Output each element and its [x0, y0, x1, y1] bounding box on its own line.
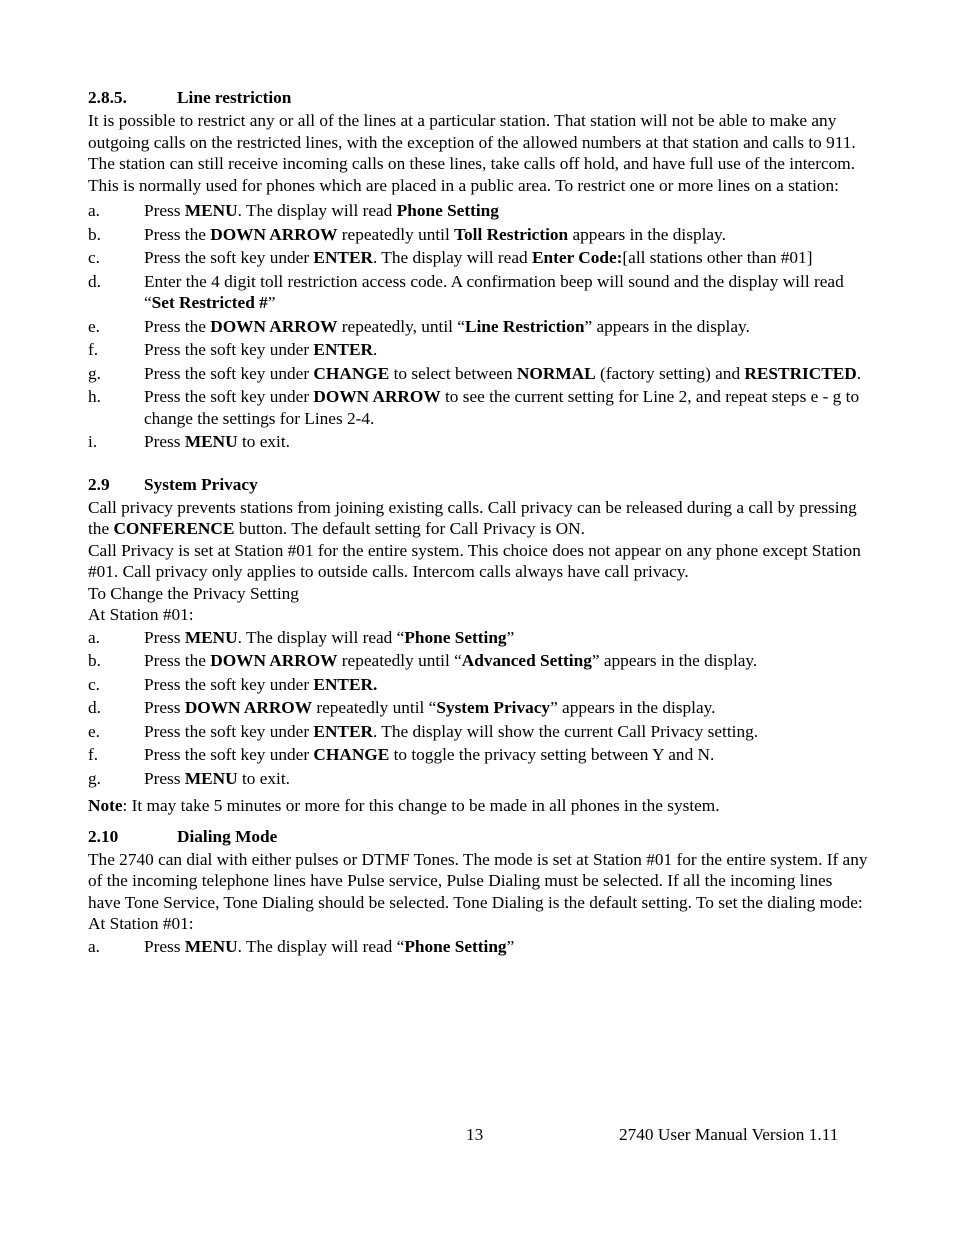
step-text: Press MENU. The display will read “Phone Setting” [144, 627, 515, 647]
step-item [88, 721, 868, 743]
step-marker: e. [88, 316, 100, 336]
step-marker: d. [88, 271, 101, 291]
page-number: 13 [466, 1125, 484, 1144]
step-marker: g. [88, 363, 101, 383]
step-marker: e. [88, 721, 100, 741]
step-item [88, 224, 868, 246]
dialing-mode-steps [88, 936, 868, 958]
step-text: Press MENU to exit. [144, 768, 290, 788]
system-privacy-para-2: Call Privacy is set at Station #01 for the entire system. This choice does not appear on any phone except Station #01. Call privacy only applies to outside calls. Intercom calls always have call privacy. [88, 540, 861, 581]
step-item [88, 744, 868, 766]
dialing-mode-para-2: At Station #01: [88, 914, 194, 933]
step-item [88, 271, 868, 314]
section-number: 2.9 [88, 474, 110, 494]
step-marker: c. [88, 674, 100, 694]
step-text: Press the soft key under ENTER. The display will read Enter Code:[all stations other than #01] [144, 248, 813, 267]
document-page [88, 86, 868, 959]
document-version: 2740 User Manual Version 1.11 [619, 1125, 839, 1144]
step-marker: g. [88, 768, 101, 788]
step-text: Press MENU to exit. [144, 432, 290, 451]
step-text: Press the DOWN ARROW repeatedly until Toll Restriction appears in the display. [144, 224, 726, 244]
step-item [88, 936, 868, 958]
section-heading-line-restriction [88, 86, 868, 110]
step-text: Press the soft key under ENTER. [144, 674, 378, 694]
step-marker: b. [88, 651, 101, 670]
page-footer [0, 1124, 954, 1146]
step-item [88, 627, 868, 649]
step-item [88, 697, 868, 719]
section-number: 2.8.5. [88, 88, 127, 107]
section-title: Line restriction [177, 88, 292, 107]
step-item [88, 339, 868, 361]
step-marker: f. [88, 340, 99, 359]
step-text: Enter the 4 digit toll restriction access code. A confirmation beep will sound and the display will read “Set Restricted #” [144, 271, 844, 312]
step-item [88, 316, 868, 338]
step-item [88, 674, 868, 696]
section-title: Dialing Mode [177, 826, 278, 846]
step-marker: a. [88, 936, 100, 956]
line-restriction-steps [88, 200, 868, 453]
step-text: Press DOWN ARROW repeatedly until “System Privacy” appears in the display. [144, 698, 716, 717]
step-item [88, 768, 868, 790]
step-item [88, 247, 868, 269]
step-item [88, 200, 868, 222]
step-marker: c. [88, 248, 100, 267]
section-title: System Privacy [144, 474, 258, 494]
system-privacy-para-1: Call privacy prevents stations from joining existing calls. Call privacy can be released during a call by pressing the CONFERENCE button. The default setting for Call Privacy is ON. [88, 497, 857, 538]
step-item [88, 363, 868, 385]
step-marker: a. [88, 201, 100, 220]
step-marker: b. [88, 224, 101, 244]
step-text: Press the soft key under ENTER. [144, 340, 378, 359]
system-privacy-para-4: At Station #01: [88, 605, 194, 624]
step-text: Press MENU. The display will read “Phone Setting” [144, 936, 515, 956]
step-text: Press the DOWN ARROW repeatedly, until “Line Restriction” appears in the display. [144, 316, 750, 336]
section-heading-dialing-mode [88, 825, 868, 849]
step-item [88, 386, 868, 429]
step-item [88, 431, 868, 453]
section-number: 2.10 [88, 826, 119, 846]
step-item [88, 650, 868, 672]
step-text: Press the soft key under ENTER. The display will show the current Call Privacy setting. [144, 721, 759, 741]
step-marker: a. [88, 627, 100, 647]
step-marker: f. [88, 745, 99, 764]
step-text: Press MENU. The display will read Phone Setting [144, 201, 499, 220]
step-text: Press the soft key under CHANGE to select between NORMAL (factory setting) and RESTRICTED. [144, 363, 862, 383]
section-heading-system-privacy [88, 473, 868, 497]
line-restriction-intro: It is possible to restrict any or all of the lines at a particular station. That station will not be able to make any outgoing calls on the restricted lines, with the exception of the allowed numbers at that station and calls to 911. The station can still receive incoming calls on these lines, take calls off hold, and have full use of the intercom. This is normally used for phones which are placed in a public area. To restrict one or more lines on a station: [88, 111, 856, 195]
step-text: Press the soft key under CHANGE to toggle the privacy setting between Y and N. [144, 745, 715, 764]
step-text: Press the DOWN ARROW repeatedly until “Advanced Setting” appears in the display. [144, 651, 758, 670]
system-privacy-note: Note: It may take 5 minutes or more for this change to be made in all phones in the system. [88, 796, 720, 815]
dialing-mode-intro: The 2740 can dial with either pulses or DTMF Tones. The mode is set at Station #01 for the entire system. If any of the incoming telephone lines have Pulse service, Pulse Dialing must be selected. If all the incoming lines have Tone Service, Tone Dialing should be selected. Tone Dialing is the default setting. To set the dialing mode: [88, 849, 868, 912]
step-marker: i. [88, 432, 98, 451]
step-marker: d. [88, 698, 101, 717]
step-marker: h. [88, 387, 101, 406]
step-text: Press the soft key under DOWN ARROW to see the current setting for Line 2, and repeat steps e - g to change the settings for Lines 2-4. [144, 387, 860, 428]
system-privacy-para-3: To Change the Privacy Setting [88, 583, 299, 603]
system-privacy-steps [88, 627, 868, 790]
